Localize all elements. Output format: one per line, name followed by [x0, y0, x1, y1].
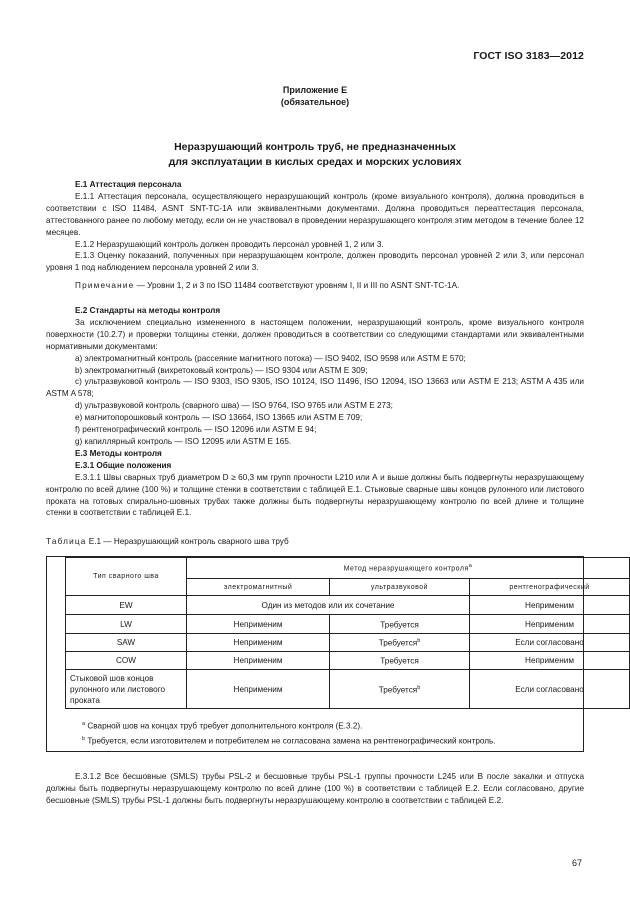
- cell-radiographic: Неприменим: [470, 652, 630, 670]
- table-row: [66, 634, 630, 652]
- section-e2: [46, 305, 584, 519]
- method-group-sup: a: [468, 563, 473, 570]
- cell-radiographic: Если согласовано: [470, 670, 630, 709]
- cell-merged-method: Один из методов или их сочетание: [187, 596, 470, 615]
- cell-radiographic: Неприменим: [470, 596, 630, 615]
- clause-e3-1-1: Е.3.1.1 Швы сварных труб диаметром D ≥ 60,3 мм групп прочности L210 или А и выше должны быть подвергнуты неразрушающему контролю по всей длине (100 %) и толщине стенки в соответствии с таблицей Е.1. Стыковые сварные швы концов рулонного или листового проката на готовых спирально-шовных трубах также должны быть подвергнуты неразрушающему контролю по всей длине и толщине стенки в соответствии с таблицей Е.1.: [46, 472, 584, 518]
- standard-item-d: d) ультразвуковой контроль (сварного шва) — ISO 9764, ISO 9765 или ASTM E 273;: [75, 401, 393, 411]
- cell-weld-type: COW: [66, 652, 187, 670]
- cell-electromagnetic: Неприменим: [187, 634, 330, 652]
- footnote-b: [82, 733, 496, 748]
- method-group-label: Метод неразрушающего контроля: [343, 565, 469, 573]
- appendix-main-title: [0, 140, 630, 170]
- table-caption-text: Е.1 — Неразрушающий контроль сварного шва труб: [86, 537, 289, 546]
- appendix-heading: [0, 84, 630, 108]
- cell-ultrasonic: [330, 670, 470, 709]
- cell-weld-type: EW: [66, 596, 187, 615]
- clause-e1-1: Е.1.1 Аттестация персонала, осуществляющего неразрушающий контроль (кроме визуального контроля), должна проводиться в соответствии с ISO 11484, ASNT SNT-TC-1A или эквивалентными документами. Должна проводиться переаттестация персонала, аттестованного ранее по любому методу, если он не участвовал в проведении неразрушающего контроля этим методом в течение более 12 месяцев.: [46, 191, 584, 237]
- table-row: [66, 670, 630, 709]
- cell-weld-type: SAW: [66, 634, 187, 652]
- col-header-method-group: [187, 558, 630, 579]
- cell-electromagnetic: Неприменим: [187, 615, 330, 634]
- cell-ultrasonic: [330, 652, 470, 670]
- footnote-a: [82, 718, 362, 733]
- col-header-radiographic: рентгенографический: [470, 579, 630, 596]
- cell-ultrasonic-sup: b: [417, 684, 421, 691]
- page-number: 67: [571, 858, 582, 868]
- standard-item-a: a) электромагнитный контроль (рассеяние магнитного потока) — ISO 9402, ISO 9598 или ASTM E 570;: [75, 353, 466, 363]
- cell-electromagnetic: Неприменим: [187, 652, 330, 670]
- section-e1: [46, 179, 584, 292]
- standard-item-c: c) ультразвуковой контроль — ISO 9303, ISO 9305, ISO 10124, ISO 11496, ISO 12094, ISO 13663 или ASTM E 213; ASTM A 435 или ASTM A 578;: [46, 377, 584, 399]
- cell-radiographic: Если согласовано: [470, 634, 630, 652]
- standard-header: ГОСТ ISO 3183—2012: [473, 50, 584, 62]
- table-caption: [46, 537, 289, 546]
- note-text: — Уровни 1, 2 и 3 по ISO 11484 соответствуют уровням I, II и III по ASNT SNT-TC-1A.: [134, 281, 460, 291]
- clause-e3-1-2-block: [46, 771, 584, 807]
- standard-item-g: g) капиллярный контроль — ISO 12095 или ASTM E 165.: [75, 436, 292, 446]
- clause-e1-2: Е.1.2 Неразрушающий контроль должен проводить персонал уровней 1, 2 или 3.: [75, 239, 384, 249]
- cell-weld-type: LW: [66, 615, 187, 634]
- main-title-line-2: для эксплуатации в кислых средах и морских условиях: [168, 156, 462, 168]
- table-caption-label: Таблица: [46, 537, 87, 546]
- footnote-a-text: Сварной шов на концах труб требует дополнительного контроля (Е.3.2).: [87, 721, 363, 731]
- section-e3-1-heading: Е.3.1 Общие положения: [75, 460, 172, 470]
- col-header-ultrasonic: ультразвуковой: [330, 579, 470, 596]
- standard-item-b: b) электромагнитный (вихретоковый контроль) — ISO 9304 или ASTM E 309;: [75, 365, 368, 375]
- main-title-line-1: Неразрушающий контроль труб, не предназначенных: [174, 141, 456, 153]
- table-header-row: [66, 558, 630, 579]
- col-header-electromagnetic: электромагнитный: [187, 579, 330, 596]
- standard-item-e: e) магнитопорошковый контроль — ISO 13664, ISO 13665 или ASTM E 709;: [75, 413, 363, 423]
- footnote-a-marker: a: [82, 721, 86, 727]
- section-e3-heading: Е.3 Методы контроля: [75, 448, 162, 458]
- cell-ultrasonic-text: Требуется: [380, 656, 419, 666]
- appendix-title: Приложение Е: [282, 85, 348, 95]
- section-e1-heading: Е.1 Аттестация персонала: [75, 180, 182, 189]
- ndt-table: [65, 557, 630, 709]
- cell-electromagnetic: Неприменим: [187, 670, 330, 709]
- cell-ultrasonic: [330, 615, 470, 634]
- table-row: [66, 652, 630, 670]
- cell-ultrasonic-text: Требуется: [380, 620, 419, 630]
- cell-ultrasonic-text: Требуется: [378, 638, 418, 648]
- cell-ultrasonic-text: Требуется: [378, 685, 418, 695]
- footnote-b-marker: b: [82, 736, 86, 742]
- clause-e3-1-2: Е.3.1.2 Все бесшовные (SMLS) трубы PSL-2 и бесшовные трубы PSL-1 группы прочности L245 или В после закалки и отпуска должны быть подвергнуты неразрушающему контролю по всей длине (100 %) в соответствии с таблицей Е.2. Если согласовано, другие бесшовные (SMLS) трубы PSL-1 должны быть подвергнуты неразрушающему контролю в соответствии с таблицей Е.2.: [46, 772, 584, 805]
- note-label: Примечание: [75, 281, 135, 291]
- clause-e1-3: Е.1.3 Оценку показаний, полученных при неразрушающем контроле, должен проводить персонал уровней 2 или 3, или персонал уровня 1 под наблюдением персонала уровней 2 или 3.: [46, 251, 584, 273]
- section-e2-intro: За исключением специально измененного в настоящем положении, неразрушающий контроль, кроме визуального контроля поверхности (10.2.7) и проверки толщины стенки, должен проводиться в соответствии со следующими стандартами или эквивалентными нормативными документами:: [46, 317, 584, 351]
- table-row: [66, 615, 630, 634]
- cell-weld-type: Стыковой шов концов рулонного или листового проката: [66, 670, 187, 709]
- table-row: [66, 596, 630, 615]
- cell-radiographic: Неприменим: [470, 615, 630, 634]
- cell-ultrasonic-sup: b: [417, 638, 421, 645]
- standard-item-f: f) рентгенографический контроль — ISO 12096 или ASTM E 94;: [75, 425, 317, 435]
- appendix-status: (обязательное): [280, 97, 350, 107]
- footnote-b-text: Требуется, если изготовителем и потребителем не согласована замена на рентгенографический контроль.: [87, 736, 496, 746]
- col-header-weld-type: Тип сварного шва: [66, 558, 187, 596]
- section-e2-heading: Е.2 Стандарты на методы контроля: [75, 306, 221, 315]
- note-e1: [46, 280, 584, 292]
- cell-ultrasonic: [330, 634, 470, 652]
